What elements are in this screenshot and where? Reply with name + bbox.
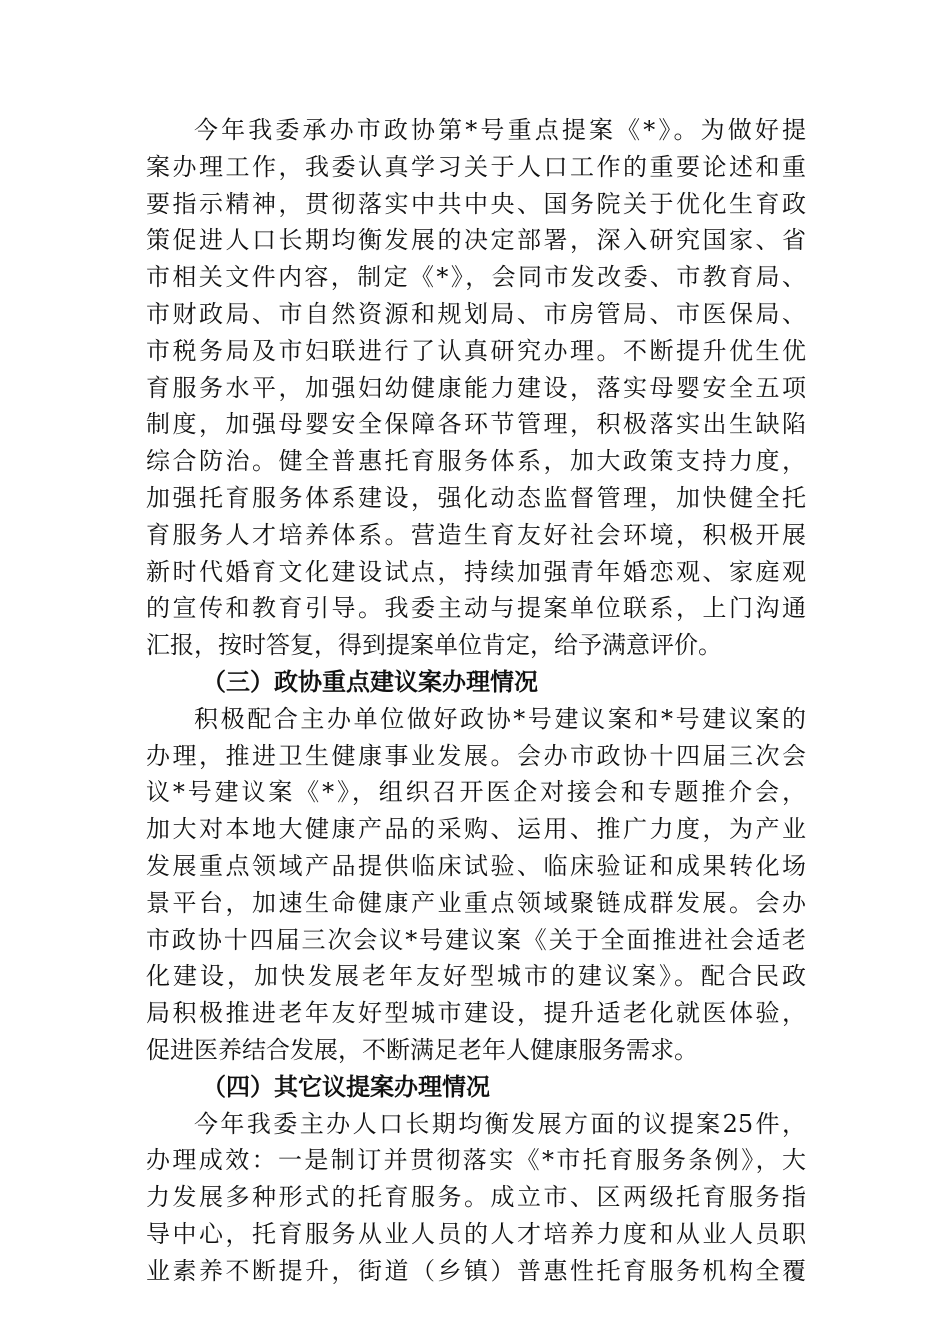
text-line: 办理，推进卫生健康事业发展。会办市政协十四届三次会 — [146, 741, 806, 770]
text-line: 的宣传和教育引导。我委主动与提案单位联系，上门沟通 — [146, 594, 806, 623]
text-line: 今年我委主办人口长期均衡发展方面的议提案25件， — [194, 1109, 806, 1138]
text-line: 化建设，加快发展老年友好型城市的建议案》。配合民政 — [146, 962, 806, 991]
section-heading: （三）政协重点建议案办理情况 — [202, 666, 538, 696]
text-line: 市税务局及市妇联进行了认真研究办理。不断提升优生优 — [146, 336, 806, 365]
document-body — [146, 112, 806, 1290]
text-line: 加强托育服务体系建设，强化动态监督管理，加快健全托 — [146, 483, 806, 512]
text-line: 育服务人才培养体系。营造生育友好社会环境，积极开展 — [146, 520, 806, 549]
paragraph — [146, 112, 806, 664]
text-line: 案办理工作，我委认真学习关于人口工作的重要论述和重 — [146, 152, 806, 181]
text-line: 景平台，加速生命健康产业重点领域聚链成群发展。会办 — [146, 888, 806, 917]
text-line: 育服务水平，加强妇幼健康能力建设，落实母婴安全五项 — [146, 373, 806, 402]
text-line: 促进医养结合发展，不断满足老年人健康服务需求。 — [146, 1035, 698, 1064]
text-line: 综合防治。健全普惠托育服务体系，加大政策支持力度， — [146, 447, 806, 476]
text-line: 制度，加强母婴安全保障各环节管理，积极落实出生缺陷 — [146, 410, 806, 439]
text-line: 局积极推进老年友好型城市建设，提升适老化就医体验， — [146, 999, 806, 1028]
text-line: 发展重点领域产品提供临床试验、临床验证和成果转化场 — [146, 851, 806, 880]
text-line: 新时代婚育文化建设试点，持续加强青年婚恋观、家庭观 — [146, 557, 806, 586]
text-line: 办理成效：一是制订并贯彻落实《*市托育服务条例》，大 — [146, 1146, 806, 1175]
text-line: 今年我委承办市政协第*号重点提案《*》。为做好提 — [194, 116, 806, 144]
text-line: 导中心，托育服务从业人员的人才培养力度和从业人员职 — [146, 1219, 806, 1248]
text-line: 力发展多种形式的托育服务。成立市、区两级托育服务指 — [146, 1183, 806, 1212]
section-heading: （四）其它议提案办理情况 — [202, 1071, 490, 1101]
text-line: 市财政局、市自然资源和规划局、市房管局、市医保局、 — [146, 299, 806, 328]
text-line: 汇报，按时答复，得到提案单位肯定，给予满意评价。 — [146, 631, 722, 660]
paragraph — [146, 701, 806, 1069]
text-line: 策促进人口长期均衡发展的决定部署，深入研究国家、省 — [146, 226, 806, 255]
paragraph — [146, 1106, 806, 1290]
text-line: 加大对本地大健康产品的采购、运用、推广力度，为产业 — [146, 815, 806, 844]
text-line: 市相关文件内容，制定《*》，会同市发改委、市教育局、 — [146, 263, 806, 292]
text-line: 业素养不断提升，街道（乡镇）普惠性托育服务机构全覆 — [146, 1256, 806, 1285]
text-line: 要指示精神，贯彻落实中共中央、国务院关于优化生育政 — [146, 189, 806, 218]
text-line: 积极配合主办单位做好政协*号建议案和*号建议案的 — [194, 704, 806, 733]
text-line: 市政协十四届三次会议*号建议案《关于全面推进社会适老 — [146, 925, 806, 954]
text-line: 议*号建议案《*》，组织召开医企对接会和专题推介会， — [146, 778, 806, 807]
